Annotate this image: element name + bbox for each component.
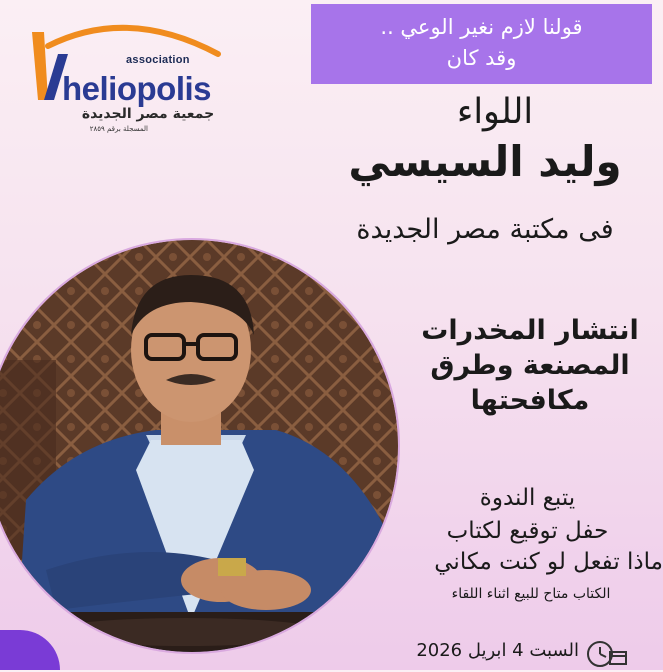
slogan-line-1: قولنا لازم نغير الوعي .. [380,15,583,39]
logo-association-text: association [126,54,190,66]
sale-note: الكتاب متاح للبيع اثناء اللقاء [451,586,611,602]
topic-line-2: المصنعة وطرق [430,350,630,381]
speaker-rank: اللواء [456,92,534,132]
logo-registration: المسجلة برقم ٢٨٥٩ [89,125,148,133]
speaker-name: وليد السيسي [348,137,622,186]
book-title: ماذا تفعل لو كنت مكاني [434,549,663,575]
speaker-portrait [0,240,398,652]
slogan-line-2: وقد كان [446,46,517,70]
slogan-banner [311,4,652,84]
followup-line-1: يتبع الندوة [479,485,576,511]
speaker-photo [0,240,398,652]
topic-line-3: مكافحتها [470,385,590,416]
topic-line-1: انتشار المخدرات [421,315,639,346]
talk-topic [402,313,658,418]
calendar-clock-icon [584,638,630,668]
heliopolis-logo [18,14,233,134]
logo-arabic-name: جمعية مصر الجديدة [81,106,215,122]
corner-accent [0,630,60,670]
followup-text [405,482,650,548]
followup-line-2: حفل توقيع لكتاب [446,518,609,544]
event-date: السبت 4 ابريل 2026 [416,640,579,661]
logo-name-text: heliopolis [62,70,212,107]
venue-text: فى مكتبة مصر الجديدة [356,214,614,245]
